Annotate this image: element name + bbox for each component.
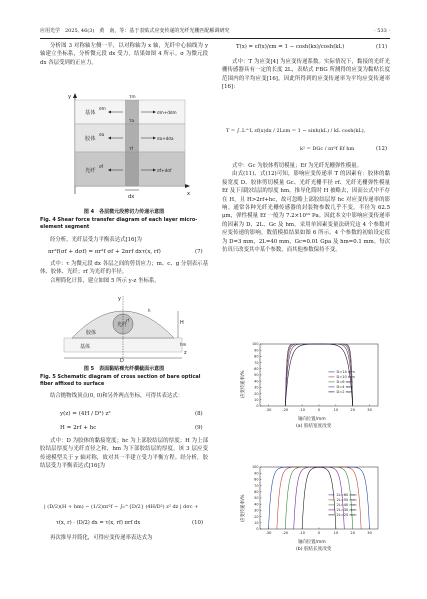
fig6b-ytick-label: 100 <box>252 465 259 470</box>
page-number: · 533 · <box>374 28 390 34</box>
fig4-label-sigma-a-right: σa+dσa <box>157 136 174 141</box>
fig4-label-sigma-m-right: σm+dσm <box>157 110 177 115</box>
fig6b-ytick-label: 60 <box>254 490 259 494</box>
fig6a-legend-label-3: D=6 mm <box>336 380 353 385</box>
equation-12b: k² = DGc / πr²f Ef hm <box>300 146 355 152</box>
fig6b-ytick-label: 90 <box>254 471 259 476</box>
left-para-1: 分析图 3 对称轴左侧一半，以对称轴为 x 轴，光纤中心轴线为 y 轴建立坐标系，分析微元段 dx 受力，结果如图 4 所示。σ 为微元段 dx 各层受到的正应力。 <box>40 43 208 66</box>
fig4-y-arrow <box>73 93 77 98</box>
fig6a-xtick-label: 10 <box>333 408 339 412</box>
fig6b-xtick-label: -20 <box>282 531 289 535</box>
fig6a-legend-label-1: D=14 mm <box>336 370 355 375</box>
fig6a-ytick-label: 50 <box>254 373 259 378</box>
fig4-dx-element <box>125 100 139 186</box>
left-para-3: 式中：τ 为微元段 dx 各层之间的剪切应力；m、c、g 分别表示基体、胶体、光纤；rf 为光纤的半径。 合理简化计算，建立如图 5 所示 y-z 坐标系。 <box>40 261 208 284</box>
equation-8: y(z) = (4H / D²) z² <box>60 411 111 417</box>
fig6a-ytick-label: 30 <box>254 385 259 390</box>
fig6b-xtick-label: 20 <box>350 531 356 535</box>
fig6b-caption: (b) 胶结长度改变 <box>296 547 332 552</box>
fig4-label-sigma-a: σa <box>99 132 105 137</box>
fig6a-ytick-label: 40 <box>254 379 259 384</box>
fig4-label-tau-m: τm <box>129 94 136 99</box>
fig4-label-tau-a: τa <box>129 118 135 123</box>
fig6a-legend-label-4: D=4 mm <box>336 385 353 390</box>
fig4-caption-cn: 图 4 各层微元段剪切力传递示意图 <box>83 209 165 215</box>
fig6b-plot-frame <box>260 467 378 529</box>
fig5-caption-cn: 图 5 表面黏贴裸光纤横截面示意图 <box>83 366 165 372</box>
equation-12a: T̄ = ∫₋L^L εf(x)dx / 2Lεm = 1 − sinh(kL) / kL cosh(kL), <box>226 128 366 134</box>
fig6b-xlabel: 轴向位置/mm <box>298 540 326 545</box>
fig4-label-fiber: 光纤 <box>85 168 96 174</box>
header-rule <box>40 38 390 39</box>
fig4-label-dx: dx <box>128 194 135 200</box>
fig6b-series-line-5 <box>302 467 336 529</box>
fig6b-legend-label-1: 2L=60 mm <box>336 493 357 498</box>
fig4-label-tau-f: τf <box>129 146 133 151</box>
fig4-label-sigma-m: σm <box>99 106 106 111</box>
fig4-label-sigma-f: σf <box>99 164 104 169</box>
fig6b-xtick-label: -30 <box>265 531 272 535</box>
figure-6a-chart <box>246 341 382 415</box>
fig5-label-matrix: 基体 <box>80 344 91 350</box>
fig6b-legend-label-5: 2L=20 mm <box>336 513 357 518</box>
left-para-7: 再次推导并简化，可得应变传递率表达式为 <box>50 535 153 541</box>
equation-11-number: (11) <box>376 44 388 50</box>
equation-10a: | (D/2)(H + hm) − (1/2)πr²f − ∫₀^{D/2} (4H/D²) z² dz | dσc + <box>44 504 199 510</box>
fig6b-ytick-label: 30 <box>254 508 259 513</box>
equation-7: πr²f(σf + dσf) = πr²f σf + 2πrf dxτ(x, rf) <box>48 249 161 255</box>
fig6b-xtick-label: 0 <box>317 531 321 535</box>
fig6a-ytick-label: 20 <box>254 391 259 396</box>
fig6b-legend-label-4: 2L=30 mm <box>336 508 357 513</box>
fig6a-ytick-label: 0 <box>256 404 259 409</box>
equation-11: T(x) = εf(x)/εm = 1 − cosh(kx)/cosh(kL) <box>236 44 345 50</box>
left-para-6: 式中：D 为胶体的黏接宽度；hc 为上部胶结层的厚度；H 为上部胶结层厚度与光纤直径之和，hm 为下部胶结层的厚度。该 3 层应变传递模型关于 y 轴对称，故对其一半建立受力平衡方程。经分析，胶结层受力平衡表达式[16]为 <box>40 438 208 470</box>
fig5-label-y: y <box>118 296 121 302</box>
left-para-2: 经分析，光纤层受力平衡表达式[16]为 <box>50 237 142 243</box>
fig6a-legend-label-5: D=2 mm <box>336 390 353 395</box>
fig6b-legend-label-3: 2L=40 mm <box>336 503 357 508</box>
equation-7-number: (7) <box>195 249 203 255</box>
figure-4-diagram <box>55 90 195 202</box>
fig6a-xtick-label: 20 <box>350 408 356 412</box>
figure-5-diagram <box>60 294 190 362</box>
fig6b-xtick-label: -10 <box>299 531 306 535</box>
fig4-label-sigma-f-right: σf+dσf <box>157 168 172 173</box>
fig6b-ytick-label: 20 <box>254 514 259 519</box>
right-para-1: 式中：T 为应变[4] 为应变传递系数。实际情况下，黏接的光纤光栅传感器具有一定的长度 2L，表贴式 FBG 所测得的应变为黏贴长度范围内的平均应变[16]，因此所得到的应变传递率为平均应变传递率[16]： <box>222 59 390 91</box>
fig6a-xtick-label: 30 <box>367 408 372 412</box>
equation-12-number: (12) <box>376 146 388 152</box>
fig6b-ylabel: 应变传递率/% <box>241 494 246 522</box>
fig6a-ytick-label: 10 <box>254 398 259 402</box>
fig6a-plot-frame <box>260 344 378 406</box>
equation-9: H = 2rf + hc <box>60 425 97 431</box>
fig6a-ytick-label: 80 <box>254 354 259 359</box>
fig6b-ytick-label: 70 <box>254 483 259 488</box>
fig5-label-z: z <box>184 350 187 356</box>
fig5-label-hm: hm <box>180 342 187 347</box>
fig6a-ytick-label: 100 <box>252 342 259 347</box>
fig5-label-glue: 胶体 <box>86 330 97 336</box>
fig6b-ytick-label: 0 <box>256 527 259 532</box>
fig6b-xtick-label: 10 <box>333 531 339 535</box>
equation-8-number: (8) <box>195 411 203 417</box>
journal-title: 应用光学 2025, 46(3) 黄 南，等：基于表贴式应变传递的光纤光栅匹配解调研究 <box>40 28 230 34</box>
fig6a-xlabel: 轴向位置/mm <box>298 417 326 422</box>
fig5-label-rf: rf <box>126 318 130 323</box>
figure-6b-chart <box>246 464 382 538</box>
fig6a-ytick-label: 70 <box>254 360 259 365</box>
fig6b-ytick-label: 50 <box>254 496 259 501</box>
fig4-label-x: x <box>187 191 191 197</box>
right-para-2: 式中：Gc 为胶体剪切模量；Ef 为光纤光栅弹性模量。 由式(11)、式(12)可知，影响应变传递率 T 的因素有：胶体的黏接宽度 D、胶体剪切模量 Gc、光纤光栅半径 rf、光纤光栅弹性模量 Ef 及下部胶结层的厚度 hm。推导化简时 H 被略去，因而公式中不存在 H，且 H>2rf+hc，故可忽略上部胶结层厚 hc 对应变传递率的影响。通常各种光纤光栅传感器的封装物参数几乎不变，半径为 62.5 μm，弹性模量 Ef 一般为 7.2×10¹⁰ Pa。因此本文中影响应变传递率的因素为 D、2L、Gc 及 hm。采用单因素变量法研究这 4 个参数对应变传递的影响。数值模拟结果如图 6 所示。4 个参数的初始设定值为 D=3 mm，2L=40 mm，Gc=0.01 Gpa 及 hm=0.1 mm。每次仿真只改变其中某个参数，而其他参数保持不变。 <box>222 163 390 254</box>
fig4-x-arrow <box>185 184 190 188</box>
fig4-label-glue: 胶体 <box>85 136 96 142</box>
fig5-label-h: h <box>148 308 151 313</box>
fig5-caption-en: Fig. 5 Schematic diagram of cross section of bare optical fiber affixed to surface <box>40 374 201 387</box>
fig6a-xtick-label: -20 <box>282 408 289 412</box>
fig6b-ytick-label: 40 <box>254 502 259 507</box>
fig6a-ytick-label: 60 <box>254 367 259 371</box>
equation-10-number: (10) <box>192 520 204 526</box>
fig6a-legend-label-2: D=10 mm <box>336 375 355 380</box>
fig6b-xtick-label: 30 <box>367 531 372 535</box>
fig5-label-fiber: 光纤 <box>117 322 128 328</box>
fig6a-xtick-label: -10 <box>299 408 306 412</box>
left-para-5: 结合抛物线顶点(0, 0)和另外两点坐标，可得其表达式： <box>50 393 184 399</box>
fig6a-ylabel: 应变传递率/% <box>241 370 246 398</box>
equation-9-number: (9) <box>195 425 203 431</box>
equation-10b: τ(x, r) · (D/2) dx = τ(x, rf) πrf dx <box>56 520 141 526</box>
fig6a-caption: (a) 胶结宽度改变 <box>296 424 332 429</box>
fig5-label-D: D <box>120 358 124 362</box>
fig6a-xtick-label: 0 <box>317 408 321 412</box>
fig6b-ytick-label: 10 <box>254 521 259 525</box>
running-header <box>40 27 390 36</box>
fig6a-xtick-label: -30 <box>265 408 272 412</box>
fig6b-ytick-label: 80 <box>254 477 259 482</box>
fig4-label-y: y <box>68 94 72 100</box>
fig5-label-H: H <box>180 320 184 326</box>
fig6b-legend-label-2: 2L=50 mm <box>336 498 357 503</box>
fig4-caption-en: Fig. 4 Shear force transfer diagram of each layer micro-element segment <box>40 217 198 230</box>
fig6a-ytick-label: 90 <box>254 348 259 353</box>
fig4-label-matrix: 基体 <box>85 110 96 116</box>
